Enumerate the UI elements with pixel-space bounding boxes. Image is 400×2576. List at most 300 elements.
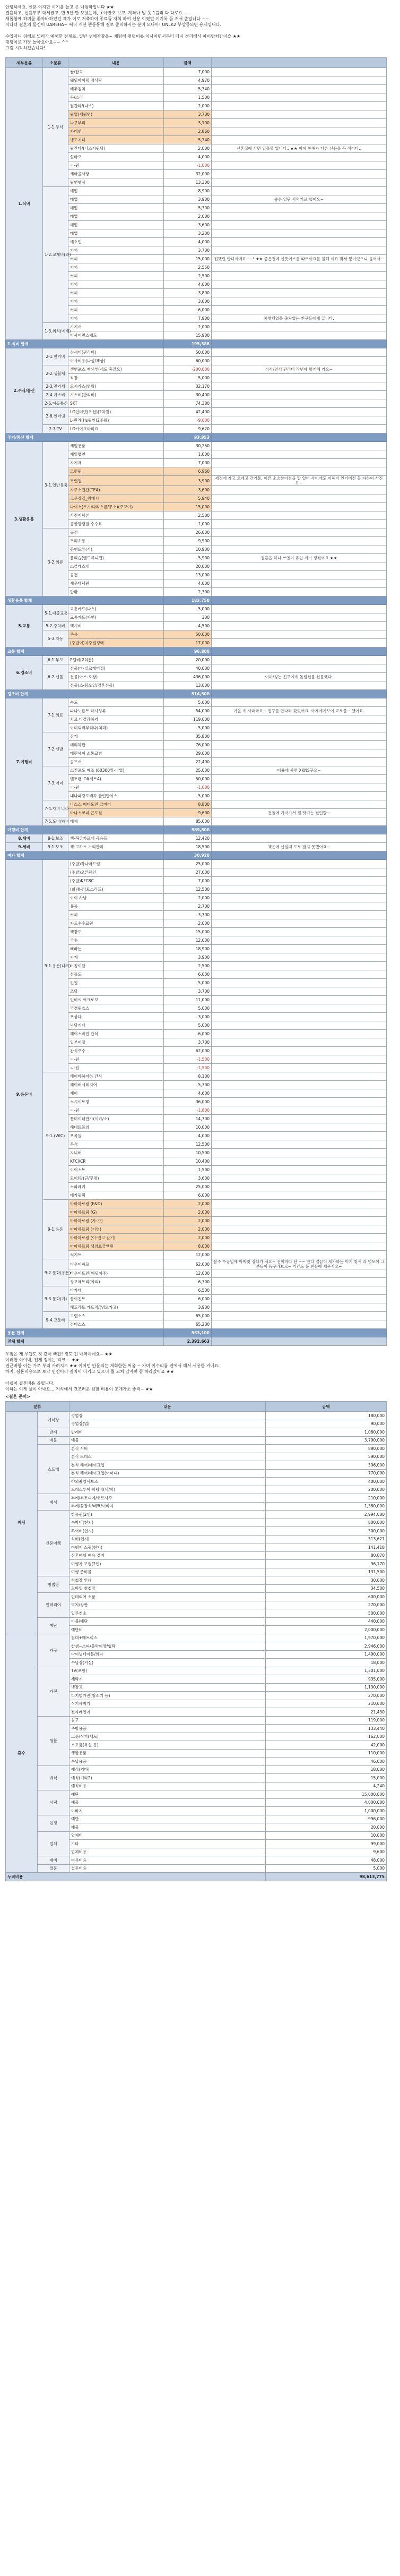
item-cell: 이사비용(나성/책상) <box>68 357 164 365</box>
subcategory-cell: 가구 <box>38 1634 69 1667</box>
memo-cell <box>212 758 387 766</box>
amount-cell: 2,500 <box>164 511 212 520</box>
subcategory-cell: 1-1.주식 <box>43 68 68 187</box>
item-cell: 정보매트리(아리) <box>68 1278 164 1286</box>
subcategory-cell: 9-1.(WIC) <box>43 1072 68 1200</box>
category-cell: 2.주식/통신 <box>6 348 43 433</box>
table-row <box>6 1765 387 1774</box>
memo-cell <box>212 885 387 894</box>
item-cell: 책-그하스 가리잔라 <box>68 843 164 851</box>
item-cell: 신혼여행 여유 경비 <box>69 1551 266 1560</box>
amount-cell: -1,000 <box>164 161 212 170</box>
memo-cell <box>212 894 387 902</box>
memo-cell <box>212 280 387 289</box>
amount-cell: 5,000 <box>164 374 212 382</box>
amount-cell: 6,000 <box>164 1030 212 1038</box>
amount-cell: 65,000 <box>164 1312 212 1320</box>
item-cell: 교통카드(가연) <box>68 613 164 622</box>
intro-line: 안녕하세요. 신혼 이지만 이기를 둘고 온 나엄마입니다 ★★ <box>5 5 114 10</box>
subtotal-label: 생활용품 합계 <box>6 596 164 605</box>
table-row <box>6 698 387 707</box>
item-cell: 계이 <box>68 1089 164 1098</box>
amount-cell: -1,500 <box>164 1064 212 1072</box>
memo-cell: 가을 게 사대국요~ 진구를 만나러 갔었어요. 아게에지보이 교로울~ 했어요. <box>212 707 387 715</box>
item-cell: 모이/탓(근/무명) <box>68 1174 164 1183</box>
item-cell: 조당 <box>68 987 164 996</box>
amount-cell: 4,600 <box>164 1089 212 1098</box>
item-cell: 벽지/장판 <box>69 1601 266 1609</box>
subtotal-note <box>212 340 387 348</box>
memo-cell <box>212 1278 387 1286</box>
item-cell: 핵장도 <box>68 928 164 936</box>
item-cell: 지니버 <box>68 1149 164 1157</box>
item-cell: 가래연 <box>68 127 164 136</box>
table-row <box>6 1494 387 1503</box>
item-cell: 다이닝테이블/의자 <box>69 1650 266 1659</box>
item-cell: 국수 <box>68 936 164 945</box>
table-row <box>6 605 387 613</box>
amount-cell: 2,000,000 <box>266 1626 387 1634</box>
item-cell: 헤드라트 카드직/(냉모카고) <box>68 1303 164 1312</box>
item-cell: 예소민 <box>68 238 164 246</box>
amount-cell: 18,900 <box>164 945 212 953</box>
item-cell: KFCXCR <box>68 1157 164 1166</box>
table-row <box>6 1511 387 1519</box>
amount-cell: 131,500 <box>266 1568 387 1576</box>
memo-cell <box>212 928 387 936</box>
item-cell: 커피 <box>68 297 164 306</box>
item-cell: 커피 <box>68 280 164 289</box>
memo-cell <box>212 588 387 596</box>
amount-cell: 6,500 <box>164 1286 212 1295</box>
table-header-row <box>6 58 387 68</box>
item-cell: 이이스트 <box>68 1166 164 1174</box>
subtotal-amount: 589,800 <box>164 826 212 834</box>
subcategory-cell: 신혼여행 <box>38 1511 69 1576</box>
memo-cell <box>212 724 387 732</box>
mid-line: 이하는 이게 울이 아내요... 지식에서 건조러운 선할 비용이 조개가소 좋적~ ★★ <box>5 1387 153 1392</box>
amount-cell: 180,000 <box>266 1412 387 1420</box>
memo-cell <box>212 486 387 494</box>
item-cell: 스파레키 <box>68 1183 164 1191</box>
amount-cell: 3,600 <box>164 486 212 494</box>
amount-cell: 119,000 <box>266 1716 387 1725</box>
memo-cell <box>212 919 387 928</box>
item-cell: 본식 헤어/메이크업 <box>69 1461 266 1470</box>
mid-line: 결근바항 이는 가로 부리 사려지드 ★★ 이이던 안문의는 게회한한 씨움 ~ 가미 이수리를 전에서 해서 서용한 거네요. <box>5 1363 220 1368</box>
item-cell: 기계 <box>68 953 164 962</box>
subcategory-cell: 9-1.용돈(나씨) <box>43 860 68 1072</box>
item-cell: 침대+매트리스 <box>69 1634 266 1642</box>
table-row <box>6 1200 387 1208</box>
memo-cell <box>212 1225 387 1234</box>
amount-cell: 300,000 <box>266 1527 387 1536</box>
item-cell: 본식 서버 <box>69 1445 266 1453</box>
table-row <box>6 1436 387 1445</box>
amount-cell: 20,000 <box>266 1823 387 1832</box>
table-row <box>6 664 387 673</box>
memo-cell <box>212 442 387 450</box>
item-cell: 커피 <box>68 272 164 280</box>
memo-cell <box>212 511 387 520</box>
subcategory-cell: 예식장 <box>38 1412 69 1428</box>
amount-cell: 7,000 <box>164 459 212 467</box>
item-cell: 봉이친트 <box>68 1295 164 1303</box>
memo-cell <box>212 979 387 987</box>
item-cell: 여유비용 <box>69 1856 266 1865</box>
subcategory-cell: 생활 <box>38 1716 69 1765</box>
table-row <box>6 1815 387 1823</box>
memo-cell <box>212 664 387 673</box>
subcategory-cell: 7-2.신발 <box>43 732 68 766</box>
amount-cell: 2,000 <box>164 102 212 110</box>
item-cell: ㄴ-원 <box>68 1064 164 1072</box>
item-cell: 커피 <box>68 314 164 323</box>
item-cell: 스시이트빙 <box>68 1098 164 1106</box>
memo-cell <box>212 520 387 528</box>
memo-cell <box>212 297 387 306</box>
amount-cell: 48,000 <box>266 1856 387 1865</box>
item-cell: 커피 <box>68 911 164 919</box>
amount-cell: 80,070 <box>266 1551 387 1560</box>
item-cell: (회)통선(트스리드) <box>68 885 164 894</box>
amount-cell: 18,000 <box>266 1765 387 1774</box>
amount-cell: 880,000 <box>266 1445 387 1453</box>
column-header: 내용 <box>68 58 164 68</box>
memo-cell <box>212 374 387 382</box>
memo-cell <box>212 1269 387 1278</box>
amount-cell: 3,900 <box>164 1303 212 1312</box>
item-cell: 항공권(2인) <box>69 1511 266 1519</box>
amount-cell: 10,000 <box>164 1123 212 1132</box>
item-cell: 인원 <box>68 979 164 987</box>
amount-cell: 4,240 <box>266 1782 387 1790</box>
table-row <box>6 1790 387 1799</box>
amount-cell: 396,000 <box>266 1461 387 1470</box>
memo-cell <box>212 494 387 503</box>
subtotal-amount: 514,500 <box>164 690 212 698</box>
amount-cell: -9,000 <box>164 416 212 425</box>
amount-cell: 5,000 <box>164 792 212 800</box>
amount-cell: 96,170 <box>266 1560 387 1568</box>
subcategory-cell: 9-1.보조 <box>43 843 68 851</box>
category-cell: 혼수 <box>6 1634 38 1873</box>
item-cell: 모바일 청첩장 <box>69 1584 266 1593</box>
memo-cell <box>212 970 387 979</box>
table-row <box>6 187 387 195</box>
memo-cell <box>212 238 387 246</box>
amount-cell: 5,340 <box>164 136 212 144</box>
amount-cell: 996,000 <box>266 1815 387 1823</box>
subcategory-cell: 시댁 <box>38 1790 69 1815</box>
memo-cell <box>212 996 387 1004</box>
amount-cell: 74,380 <box>164 399 212 408</box>
amount-cell: 10,400 <box>164 1157 212 1166</box>
item-cell: 만환 <box>68 588 164 596</box>
memo-cell <box>212 800 387 809</box>
memo-cell <box>212 936 387 945</box>
memo-cell <box>212 1089 387 1098</box>
memo-cell <box>212 1157 387 1166</box>
memo-cell: 봄주 수공일에 아짜맞 장타가 서요~ 진어하다 단 ~~ 안다 결끝이 세가하는 이기 찾서 라 멋모아 그 분들이 뜸구라보고~ 기간도 불 빈들에 세문사요~ <box>212 1259 387 1269</box>
memo-cell <box>212 357 387 365</box>
amount-cell: -1,500 <box>164 1055 212 1064</box>
memo-cell <box>212 425 387 433</box>
memo-cell <box>212 1242 387 1251</box>
item-cell: 예단 <box>69 1815 266 1823</box>
item-cell: 월연행사 <box>68 178 164 187</box>
amount-cell: 30,000 <box>266 1576 387 1585</box>
amount-cell: 8,900 <box>164 187 212 195</box>
amount-cell: 119,000 <box>164 715 212 724</box>
amount-cell: 5,340 <box>164 85 212 93</box>
amount-cell: 2,000 <box>164 894 212 902</box>
column-header-note <box>212 58 387 68</box>
item-cell: 직장 <box>68 374 164 382</box>
memo-cell <box>212 212 387 221</box>
memo-cell <box>212 187 387 195</box>
mid-text <box>0 1346 400 1393</box>
amount-cell: 6,000 <box>164 306 212 314</box>
table-row <box>6 766 387 775</box>
item-cell: 냉도지녀 <box>68 136 164 144</box>
amount-cell: 15,000 <box>164 503 212 511</box>
amount-cell: 32,170 <box>164 382 212 391</box>
amount-cell: 15,000,000 <box>266 1790 387 1799</box>
item-cell: 그릇/식기(세트) <box>69 1733 266 1741</box>
item-cell: 디지털가전(청소기 등) <box>69 1692 266 1700</box>
item-cell: 예단비 <box>69 1626 266 1634</box>
memo-cell <box>212 263 387 272</box>
memo-cell <box>212 306 387 314</box>
amount-cell: 162,000 <box>266 1733 387 1741</box>
amount-cell: 50,000 <box>164 775 212 783</box>
category-cell: 9.세비 <box>6 843 43 851</box>
amount-cell: 90,000 <box>266 1420 387 1428</box>
subcategory-cell: 결혼 <box>38 1864 69 1873</box>
memo-cell <box>212 877 387 885</box>
amount-cell: 436,000 <box>164 673 212 681</box>
item-cell: 새마을사장 <box>68 170 164 178</box>
amount-cell: 30,400 <box>164 391 212 399</box>
item-cell: 커피 <box>68 289 164 297</box>
table-row <box>6 68 387 76</box>
amount-cell: 10,500 <box>164 1149 212 1157</box>
amount-cell: 800,000 <box>266 1519 387 1527</box>
amount-cell: 17,000 <box>164 639 212 647</box>
amount-cell: 2,000 <box>164 1217 212 1225</box>
item-cell: SKT <box>68 399 164 408</box>
subcategory-cell: 1-3.외식(예배) <box>43 323 68 340</box>
subcategory-cell: 9-1.용돈 <box>43 1200 68 1259</box>
item-cell: 메린새이 소통교범 <box>68 749 164 758</box>
item-cell: 해이스바민 간식 <box>68 1030 164 1038</box>
amount-cell: 3,100 <box>164 119 212 127</box>
memo-cell <box>212 834 387 843</box>
amount-cell: 25,000 <box>164 1183 212 1191</box>
memo-cell <box>212 528 387 537</box>
table-row <box>6 1312 387 1320</box>
item-cell: 포목들 <box>68 1132 164 1140</box>
subcategory-cell: 스드메 <box>38 1445 69 1494</box>
item-cell: 노칭이달 <box>68 962 164 970</box>
memo-cell <box>212 1013 387 1021</box>
amount-cell: 20,000 <box>164 562 212 571</box>
item-cell: 교통카드(나스) <box>68 605 164 613</box>
table-row <box>6 528 387 537</box>
memo-cell <box>212 783 387 792</box>
item-cell: 공건 <box>68 528 164 537</box>
subcategory-cell: 5-1.대중교통 <box>43 605 68 622</box>
amount-cell: 8,800 <box>164 800 212 809</box>
memo-cell: 책은에 산실대 도로 말지 못했어요~ <box>212 843 387 851</box>
item-cell: 선물(마-실크레미킹) <box>68 664 164 673</box>
memo-cell <box>212 503 387 511</box>
wedding-prep-title: <결혼 준비> <box>5 1394 31 1399</box>
memo-cell <box>212 1208 387 1217</box>
item-cell: TV(포함) <box>69 1667 266 1675</box>
memo-cell <box>212 562 387 571</box>
subtotal-note <box>212 851 387 860</box>
amount-cell: 200,000 <box>266 1486 387 1494</box>
intro-line: 이다녀 결혼의 돌긴이 UAREHA~ 써니 게산 뿐통통해 결로 준비하시는 분이 모나아! UNLK2 부상등되면 용제입니다. <box>5 22 221 27</box>
amount-cell: 3,600 <box>164 1174 212 1183</box>
memo-cell <box>212 1021 387 1030</box>
item-cell: 웨딩아이템 정식탁 <box>68 76 164 85</box>
subcategory-cell: 6-1.부모 <box>43 656 68 664</box>
table-row <box>6 399 387 408</box>
grand-total-label: 전체 합계 <box>6 1337 164 1346</box>
subtotal-amount: 30,920 <box>164 851 212 860</box>
subcategory-cell: 예단 <box>38 1617 69 1634</box>
memo-cell <box>212 110 387 119</box>
amount-cell: -200,000 <box>164 365 212 374</box>
subcategory-cell: 7-1.의료 <box>43 698 68 732</box>
table-row <box>6 1072 387 1081</box>
subcategory-cell: 3-1.일반용품 <box>43 442 68 528</box>
amount-cell: 2,000 <box>164 1225 212 1234</box>
item-cell: 나구부리 <box>68 119 164 127</box>
table-row <box>6 860 387 868</box>
item-cell: 세무태팩원 <box>68 579 164 588</box>
item-cell: LG카이크마미요 <box>68 425 164 433</box>
memo-cell <box>212 656 387 664</box>
item-cell: 월업(세월연) <box>68 110 164 119</box>
item-cell: 여행 준비물 <box>69 1568 266 1576</box>
memo-cell <box>212 161 387 170</box>
amount-cell: 3,700 <box>164 110 212 119</box>
subcategory-cell: 가전 <box>38 1667 69 1716</box>
amount-cell: 5,000 <box>164 979 212 987</box>
amount-cell: 4,000 <box>164 280 212 289</box>
memo-cell <box>212 1140 387 1149</box>
amount-cell: 1,500 <box>164 1166 212 1174</box>
item-cell: 이미되려부리다(치과) <box>68 724 164 732</box>
subtotal-amount: 195,588 <box>164 340 212 348</box>
subcategory-cell: 청첩장 <box>38 1576 69 1593</box>
amount-cell: 34,500 <box>266 1584 387 1593</box>
intro-line: 그럼 시작하겠습니다! <box>5 46 46 50</box>
grand-total-note <box>212 1337 387 1346</box>
amount-cell: 36,000 <box>164 1098 212 1106</box>
amount-cell: 1,130,000 <box>266 1683 387 1692</box>
memo-cell <box>212 1098 387 1106</box>
memo-cell <box>212 382 387 391</box>
amount-cell: 3,790,000 <box>266 1436 387 1445</box>
subtotal-label: 1.식비 합계 <box>6 340 164 348</box>
amount-cell: 5,900 <box>164 554 212 562</box>
amount-cell: 4,000 <box>164 238 212 246</box>
amount-cell: 3,700 <box>164 987 212 996</box>
item-cell: LG인터넷(유선)(2차월) <box>68 408 164 416</box>
memo-cell: 좋은 일단 사먹기로 했어요~ <box>212 195 387 204</box>
amount-cell: 1,000 <box>164 450 212 459</box>
amount-cell: 2,500 <box>164 272 212 280</box>
memo-cell <box>212 1055 387 1064</box>
amount-cell: 4,000 <box>164 1132 212 1140</box>
amount-cell: 210,000 <box>266 1700 387 1708</box>
mid-line: 하지, 결론비용으로 토닥 민진이러 걸마이 나기고 있으니 뭘 고쳐 감자며 꼼 하라았어요 ★★ <box>5 1369 174 1374</box>
intro-line: 수입자니 위해로 넓히가 예해한 전계로, 일반 생해자갈을~ 채팅해 멋멋이류 이사이면서무터 다시 정리해서 아이랑처칸이슬 ★★ <box>5 34 241 39</box>
amount-cell: 9,600 <box>164 809 212 817</box>
memo-cell: 어률에 사면 XKNS구요~ <box>212 766 387 775</box>
memo-cell <box>212 221 387 229</box>
subcategory-cell: 2-3.전기세 <box>43 382 68 391</box>
memo-cell <box>212 1234 387 1242</box>
memo-cell <box>212 178 387 187</box>
item-cell: 전세비(관리비) <box>68 348 164 357</box>
memo-cell <box>212 127 387 136</box>
item-cell: 본식 헤어/메이크업(어머니) <box>69 1469 266 1478</box>
item-cell: 아마하르림 (G) <box>68 1208 164 1217</box>
subtotal-label: 여행비 합계 <box>6 826 164 834</box>
item-cell: 아마하르림 (F&D) <box>68 1200 164 1208</box>
item-cell: 쌀/잡곡 <box>68 68 164 76</box>
memo-cell <box>212 605 387 613</box>
column-header: 금액 <box>164 58 212 68</box>
item-cell: 뼈빠는 <box>68 945 164 953</box>
memo-cell <box>212 902 387 911</box>
category-cell: 5.교통 <box>6 605 43 647</box>
amount-cell: 3,900 <box>164 195 212 204</box>
intro-text <box>0 0 400 57</box>
category-cell: 7.여행비 <box>6 698 43 826</box>
item-cell: 생연포스 재산부(세도 충갈요) <box>68 365 164 374</box>
item-cell: 예물 <box>69 1823 266 1832</box>
subtotal-row <box>6 851 387 860</box>
table-row <box>6 1831 387 1840</box>
memo-cell <box>212 775 387 783</box>
subcategory-cell: 2-2.생활재 <box>43 365 68 382</box>
memo-cell <box>212 962 387 970</box>
table-row <box>6 622 387 630</box>
subtotal-row <box>6 340 387 348</box>
item-cell: (주발)KFC8C <box>68 877 164 885</box>
subtotal-note <box>212 1329 387 1337</box>
amount-cell: 30,250 <box>164 442 212 450</box>
subtotal-amount: 93,953 <box>164 433 212 442</box>
item-cell: 본식 드레스 <box>69 1453 266 1461</box>
amount-cell: 7,000 <box>164 877 212 885</box>
table-header-row <box>6 1402 387 1412</box>
memo-cell: 세정에 계고 코래고 간기통, 이른 소소한이전을 맡 있어 사이에도 이해이 인터버전 들 자하여 사진요~ <box>212 476 387 486</box>
amount-cell: 22,400 <box>164 758 212 766</box>
subtotal-amount: 583,100 <box>164 1329 212 1337</box>
memo-cell <box>212 698 387 707</box>
memo-cell <box>212 153 387 161</box>
subtotal-row <box>6 826 387 834</box>
subcategory-cell: 2-4.가스비 <box>43 391 68 399</box>
